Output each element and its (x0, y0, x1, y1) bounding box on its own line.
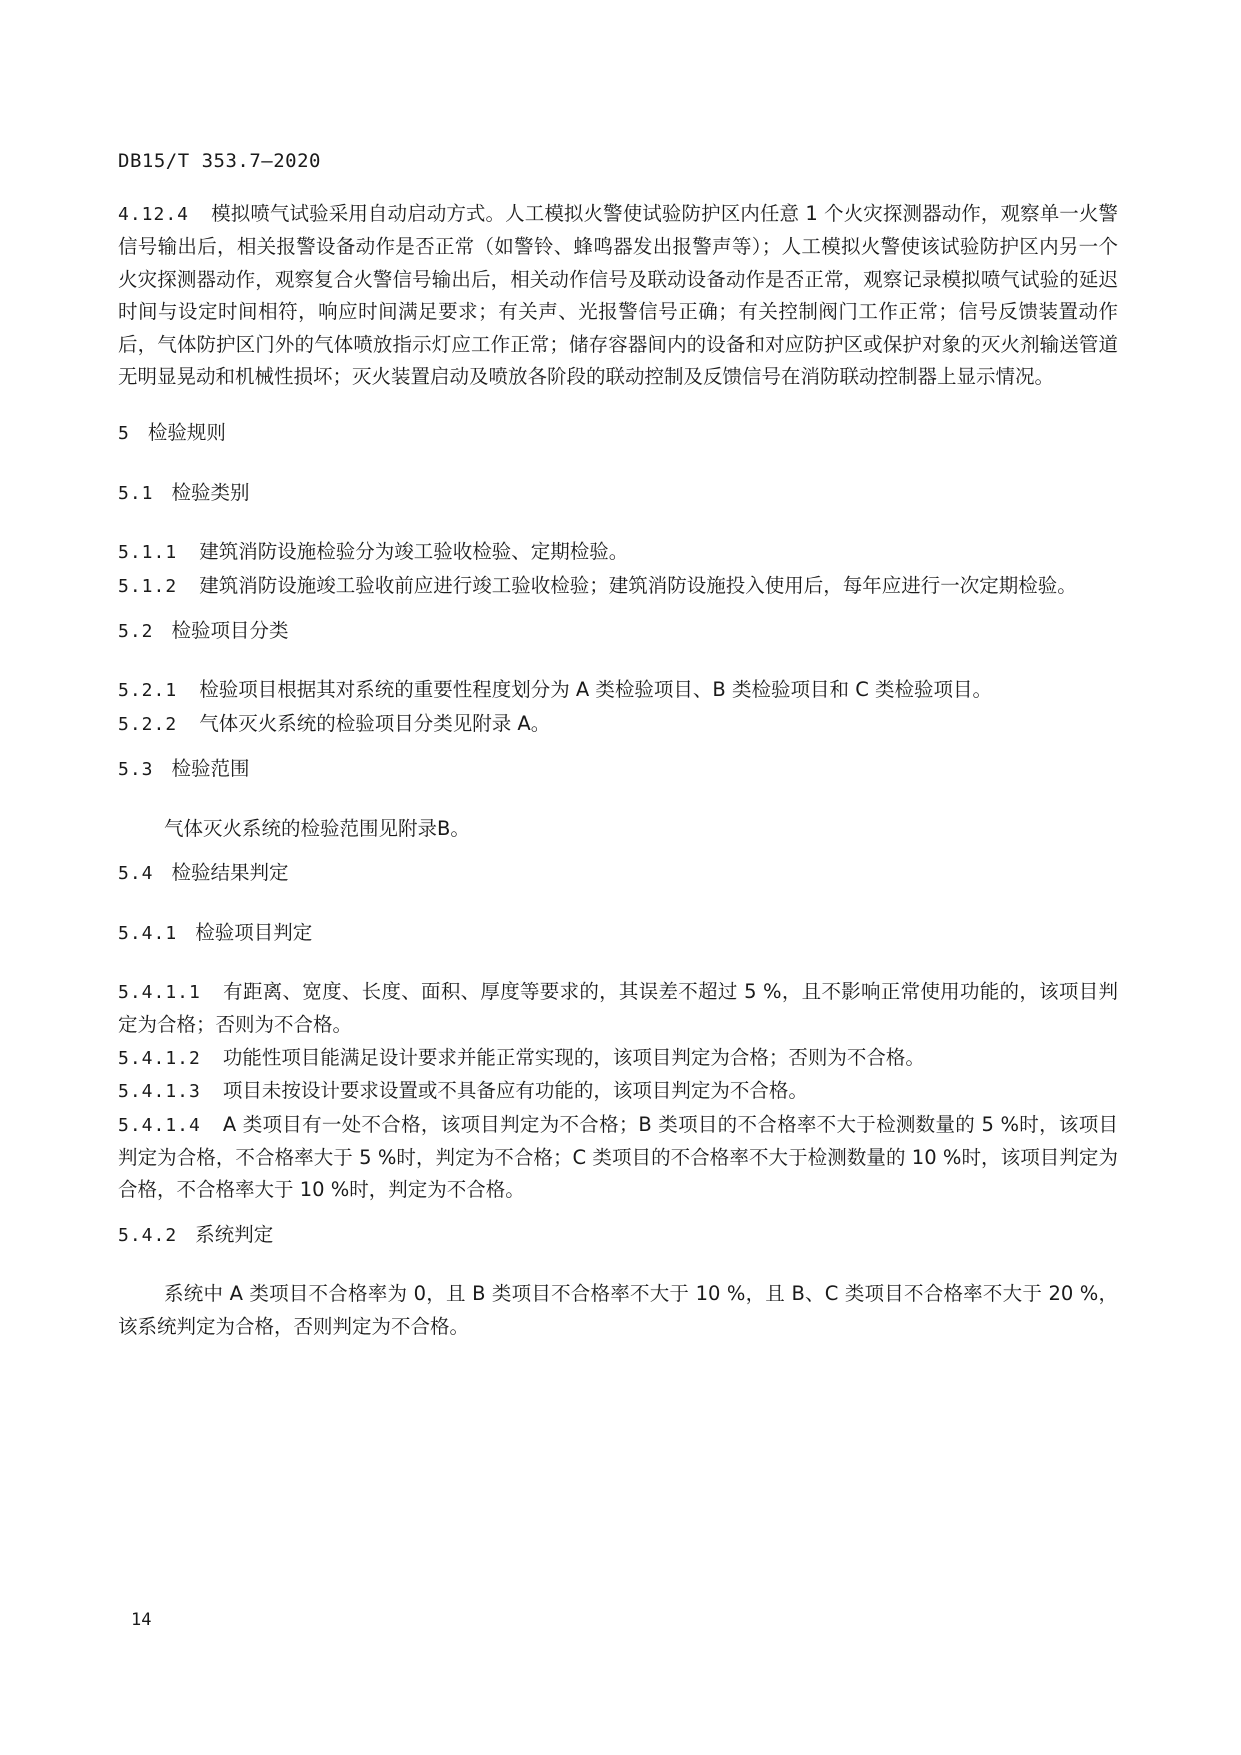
clause-number: 5.4.1.3 (118, 1081, 201, 1103)
section-number: 5.4.2 (118, 1224, 178, 1246)
clause-4-12-4 (118, 198, 1118, 393)
section-5-4-2-text: 系统中 A 类项目不合格率为 0，且 B 类项目不合格率不大于 10 %，且 B、C 类项目不合格率不大于 20 %，该系统判定为合格，否则判定为不合格。 (118, 1282, 1118, 1338)
clause-number: 5.1.1 (118, 542, 178, 564)
clause-text: 功能性项目能满足设计要求并能正常实现的，该项目判定为合格；否则为不合格。 (222, 1045, 925, 1069)
doc-code-header: DB15/T 353.7—2020 (118, 150, 321, 172)
clause-text: 建筑消防设施检验分为竣工验收检验、定期检验。 (199, 540, 629, 564)
clause-text: 检验项目根据其对系统的重要性程度划分为 A 类检验项目、B 类检验项目和 C 类检验项目。 (199, 678, 993, 702)
clause-number: 5.2.1 (118, 680, 178, 702)
clause-number: 5.4.1.4 (118, 1114, 201, 1136)
section-title: 检验规则 (147, 421, 226, 445)
section-5-4-2-heading (118, 1219, 1118, 1252)
section-number: 5.2 (118, 621, 154, 643)
clause-number: 5.4.1.1 (118, 981, 201, 1003)
section-title: 系统判定 (195, 1222, 274, 1246)
page-number: 14 (131, 1610, 152, 1630)
clause-text: 气体灭火系统的检验项目分类见附录 A。 (199, 711, 551, 735)
clause-text: 项目未按设计要求设置或不具备应有功能的，该项目判定为不合格。 (222, 1079, 808, 1103)
clause-number: 4.12.4 (118, 204, 190, 225)
clause-text: 建筑消防设施竣工验收前应进行竣工验收检验；建筑消防设施投入使用后，每年应进行一次定期检验。 (199, 573, 1077, 597)
section-title: 检验范围 (171, 757, 250, 781)
section-5-4-1-heading (118, 917, 1118, 950)
clause-5-1-2 (118, 570, 1118, 603)
clause-text: A 类项目有一处不合格，该项目判定为不合格；B 类项目的不合格率不大于检测数量的 5 %时，该项目判定为合格，不合格率大于 5 %时，判定为不合格；C 类项目的不合格率不大于检测数量的 10 %时，该项目判定为合格，不合格率大于 10 %时，判定为不合格。 (118, 1112, 1118, 1202)
section-number: 5.4.1 (118, 922, 178, 944)
section-number: 5 (118, 423, 130, 445)
clause-number: 5.4.1.2 (118, 1047, 201, 1069)
section-5-2-heading (118, 615, 1118, 648)
section-title: 检验项目判定 (195, 920, 313, 944)
clause-text: 有距离、宽度、长度、面积、厚度等要求的，其误差不超过 5 %，且不影响正常使用功能的，该项目判定为合格；否则为不合格。 (118, 979, 1118, 1037)
clause-5-1-1 (118, 536, 1118, 569)
clause-number: 5.2.2 (118, 713, 178, 735)
clause-5-2-2 (118, 708, 1118, 741)
clause-5-4-1-2 (118, 1042, 1118, 1075)
clause-5-4-1-1 (118, 976, 1118, 1042)
section-5-3-text: 气体灭火系统的检验范围见附录B。 (164, 816, 470, 840)
section-5-heading (118, 417, 1118, 450)
clause-number: 5.1.2 (118, 575, 178, 597)
clause-5-4-1-4 (118, 1109, 1118, 1207)
section-title: 检验结果判定 (171, 861, 289, 885)
clause-5-4-1-3 (118, 1075, 1118, 1108)
section-number: 5.4 (118, 863, 154, 885)
section-5-3-heading (118, 753, 1118, 786)
section-5-1-heading (118, 477, 1118, 510)
section-number: 5.1 (118, 482, 154, 504)
clause-text: 模拟喷气试验采用自动启动方式。人工模拟火警使试验防护区内任意 1 个火灾探测器动作，观察单一火警信号输出后，相关报警设备动作是否正常（如警铃、蜂鸣器发出报警声等）；人工模拟火警使该试验防护区内另一个火灾探测器动作，观察复合火警信号输出后，相关动作信号及联动设备动作是否正常，观察记录模拟喷气试验的延迟时间与设定时间相符，响应时间满足要求；有关声、光报警信号正确；有关控制阀门工作正常；信号反馈装置动作后，气体防护区门外的气体喷放指示灯应工作正常；储存容器间内的设备和对应防护区或保护对象的灭火剂输送管道无明显晃动和机械性损坏；灭火装置启动及喷放各阶段的联动控制及反馈信号在消防联动控制器上显示情况。 (118, 202, 1118, 389)
section-5-4-heading (118, 857, 1118, 890)
section-title: 检验类别 (171, 480, 250, 504)
document-body (118, 198, 1118, 1343)
section-title: 检验项目分类 (171, 619, 289, 643)
section-number: 5.3 (118, 759, 154, 781)
clause-5-2-1 (118, 674, 1118, 707)
